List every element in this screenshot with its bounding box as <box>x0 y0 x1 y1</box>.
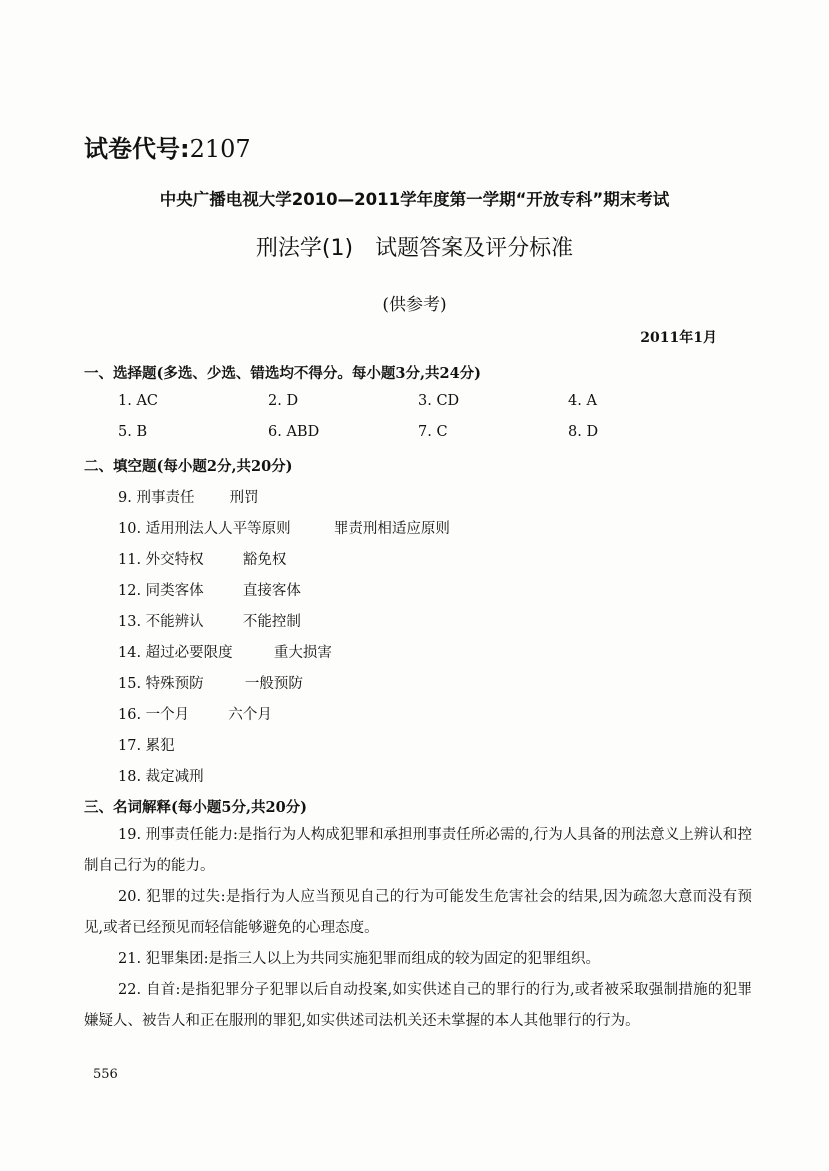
fill-answer-second: 六个月 <box>228 707 272 723</box>
term-definition: 22. 自首:是指犯罪分子犯罪以后自动投案,如实供述自己的罪行的行为,或者被采取强制措施的犯罪嫌疑人、被告人和正在服刑的罪犯,如实供述司法机关还未掌握的本人其他罪行的行为。 <box>84 982 752 1029</box>
fill-answer-second: 刑罚 <box>229 490 259 506</box>
exam-code <box>84 129 251 164</box>
term-definition: 21. 犯罪集团:是指三人以上为共同实施犯罪而组成的较为固定的犯罪组织。 <box>118 951 601 967</box>
fill-answer-first: 16. 一个月 <box>118 707 190 723</box>
choice-answer: 8. D <box>568 424 599 440</box>
fill-answer <box>118 641 332 662</box>
choice-answer: 2. D <box>268 393 299 409</box>
section-heading-fill: 二、填空题(每小题2分,共20分) <box>84 458 293 475</box>
fill-answer-first: 10. 适用刑法人人平等原则 <box>118 521 291 537</box>
fill-answer-first: 11. 外交特权 <box>118 552 204 568</box>
fill-answer-first: 12. 同类客体 <box>118 583 204 599</box>
exam-code-number: 2107 <box>189 135 251 163</box>
fill-answer <box>118 486 259 507</box>
fill-answer-first: 18. 裁定减刑 <box>118 769 204 785</box>
fill-answer-second: 罪责刑相适应原则 <box>333 521 450 537</box>
fill-answer-second: 一般预防 <box>244 676 303 692</box>
page-number: 556 <box>93 1067 118 1082</box>
exam-title: 中央广播电视大学2010—2011学年度第一学期“开放专科”期末考试 <box>159 190 670 209</box>
choice-answer: 1. AC <box>118 393 159 409</box>
fill-answer-first: 13. 不能辨认 <box>118 614 204 630</box>
fill-answer <box>118 610 301 631</box>
fill-answer <box>118 672 303 693</box>
fill-answer <box>118 734 175 755</box>
fill-answer <box>118 765 204 786</box>
fill-answer-first: 15. 特殊预防 <box>118 676 204 692</box>
choice-answer: 5. B <box>118 424 148 440</box>
exam-code-label: 试卷代号: <box>84 135 190 163</box>
fill-answer-first: 17. 累犯 <box>118 738 175 754</box>
date: 2011年1月 <box>640 330 717 346</box>
choice-answer: 4. A <box>568 393 597 409</box>
fill-answer <box>118 579 301 600</box>
main-title: 刑法学(1) 试题答案及评分标准 <box>255 236 574 261</box>
choice-answer: 6. ABD <box>268 424 320 440</box>
fill-answer-first: 9. 刑事责任 <box>118 490 195 506</box>
choice-answer: 7. C <box>418 424 448 440</box>
fill-answer <box>118 548 286 569</box>
fill-answer-second: 不能控制 <box>242 614 301 630</box>
section-heading-choice: 一、选择题(多选、少选、错选均不得分。每小题3分,共24分) <box>84 365 482 382</box>
fill-answer-second: 直接客体 <box>242 583 301 599</box>
term-definition: 20. 犯罪的过失:是指行为人应当预见自己的行为可能发生危害社会的结果,因为疏忽大意而没有预见,或者已经预见而轻信能够避免的心理态度。 <box>84 889 752 936</box>
fill-answer <box>118 703 272 724</box>
fill-answer-second: 重大损害 <box>273 645 332 661</box>
fill-answer-first: 14. 超过必要限度 <box>118 645 233 661</box>
fill-answer-second: 豁免权 <box>242 552 287 568</box>
sub-title: (供参考) <box>382 295 447 315</box>
choice-answer: 3. CD <box>418 393 460 409</box>
term-definition: 19. 刑事责任能力:是指行为人构成犯罪和承担刑事责任所必需的,行为人具备的刑法意义上辨认和控制自己行为的能力。 <box>84 827 752 874</box>
fill-answer <box>118 517 450 538</box>
section-heading-terms: 三、名词解释(每小题5分,共20分) <box>84 799 308 816</box>
